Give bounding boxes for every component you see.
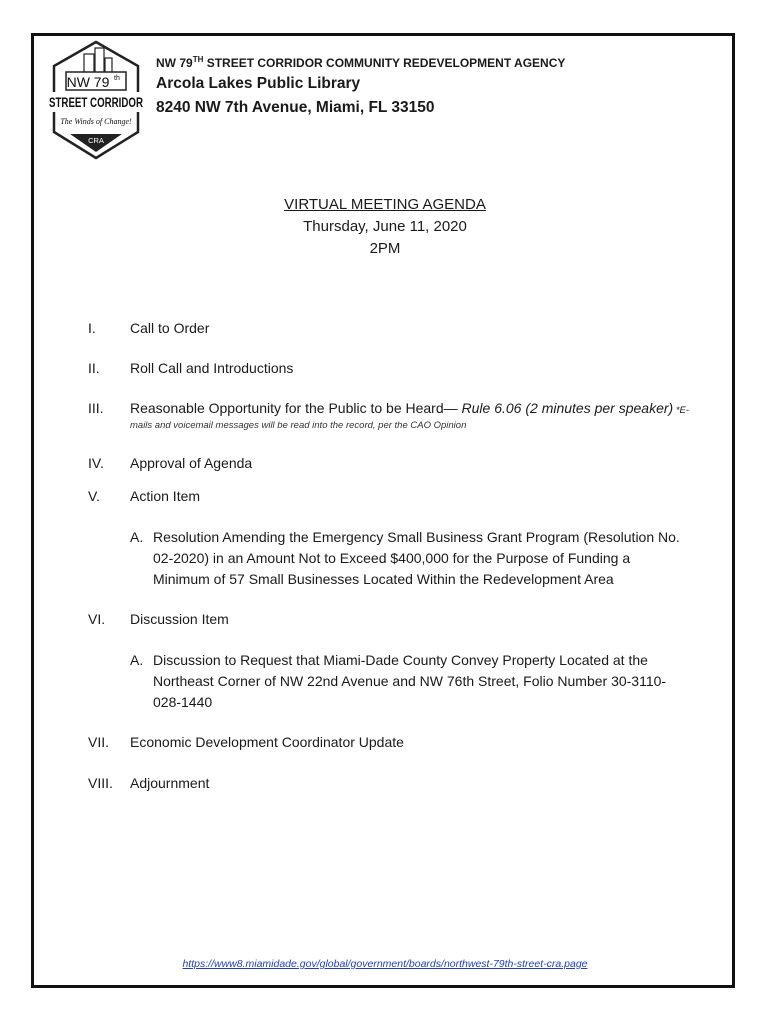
subitem-line: 02-2020) in an Amount Not to Exceed $400,000 for the Purpose of Funding a <box>153 550 631 566</box>
item-number: I. <box>88 320 96 336</box>
rule-reference: Rule 6.06 (2 minutes per speaker) <box>461 400 674 416</box>
cra-website-link[interactable]: https://www8.miamidade.gov/global/government/boards/northwest-79th-street-cra.page <box>182 958 588 970</box>
item-text: Economic Development Coordinator Update <box>130 734 404 750</box>
subitem-line: Minimum of 57 Small Businesses Located Within the Redevelopment Area <box>153 571 614 587</box>
agenda-heading: VIRTUAL MEETING AGENDA <box>284 196 486 213</box>
agency-header <box>156 55 565 117</box>
item-number: IV. <box>88 455 104 471</box>
logo-tagline: The Winds of Change! <box>60 117 132 126</box>
item-number: V. <box>88 488 100 504</box>
rule-note: *E- <box>673 405 690 416</box>
meeting-time: 2PM <box>369 240 401 257</box>
agency-name-pre: NW 79 <box>156 56 193 70</box>
item-text: Roll Call and Introductions <box>130 360 294 376</box>
logo-line1-sup: th <box>114 75 120 82</box>
subitem-line: Northeast Corner of NW 22nd Avenue and NW 76th Street, Folio Number 30-3110- <box>153 673 667 689</box>
agency-name <box>156 55 565 70</box>
agency-name-post: STREET CORRIDOR COMMUNITY REDEVELOPMENT AGENCY <box>203 56 566 70</box>
subitem-letter: A. <box>130 652 144 668</box>
item-number: II. <box>88 360 100 376</box>
subitem-line: 028-1440 <box>153 694 213 710</box>
item-number: III. <box>88 400 104 416</box>
item-text-wrap <box>130 400 689 416</box>
agency-name-sup: TH <box>192 55 204 64</box>
venue-name: Arcola Lakes Public Library <box>156 75 361 92</box>
item-text: Call to Order <box>130 320 210 336</box>
subitem-letter: A. <box>130 529 144 545</box>
logo-line2: STREET CORRIDOR <box>49 95 144 110</box>
item-number: VIII. <box>88 775 113 791</box>
public-comment-note: mails and voicemail messages will be read into the record, per the CAO Opinion <box>130 420 467 431</box>
item-text: Approval of Agenda <box>130 455 253 471</box>
item-text: Discussion Item <box>130 611 229 627</box>
cra-logo <box>48 40 144 160</box>
item-number: VII. <box>88 734 110 750</box>
agenda-title-block <box>0 194 770 260</box>
item-text: Action Item <box>130 488 201 504</box>
action-subitem <box>130 527 710 590</box>
discussion-subitem <box>130 650 710 713</box>
page-border <box>31 33 735 988</box>
item-text: Adjournment <box>130 775 210 791</box>
venue-address: 8240 NW 7th Avenue, Miami, FL 33150 <box>156 99 435 116</box>
item-text: Reasonable Opportunity for the Public to be Heard— <box>130 400 462 416</box>
subitem-line: Resolution Amending the Emergency Small Business Grant Program (Resolution No. <box>153 529 680 545</box>
logo-line1: NW 79 <box>66 74 110 90</box>
logo-badge: CRA <box>88 136 104 145</box>
subitem-line: Discussion to Request that Miami-Dade County Convey Property Located at the <box>153 652 648 668</box>
item-number: VI. <box>88 611 106 627</box>
meeting-date: Thursday, June 11, 2020 <box>303 218 467 235</box>
